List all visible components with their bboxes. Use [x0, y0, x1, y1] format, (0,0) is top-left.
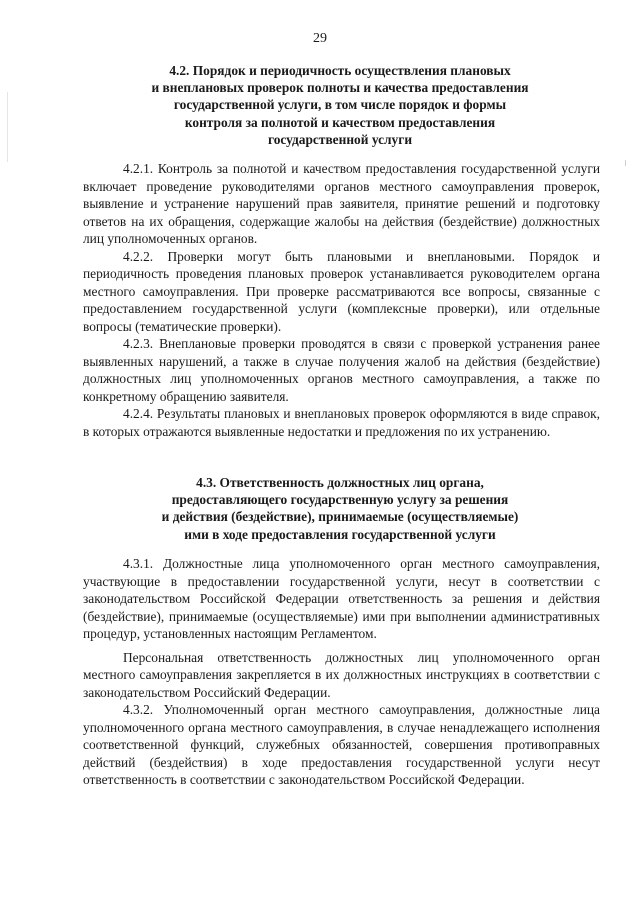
heading-line: ими в ходе предоставления государственной услуги [184, 526, 496, 542]
heading-line: контроля за полнотой и качеством предоставления [184, 114, 496, 130]
paragraph-4-3-2: 4.3.2. Уполномоченный орган местного самоуправления, должностные лица уполномоченного органа местного самоуправления, в случае ненадлежащего исполнения соответственной функций, служебных обязанностей, совершения противоправных действий (бездействия) в ходе предоставления государственной услуги несут ответственность в соответствии с законодательством Российской Федерации. [83, 702, 600, 787]
paragraph-4-2-3: 4.2.3. Внеплановые проверки проводятся в связи с проверкой устранения ранее выявленных нарушений, а также в случае получения жалоб на действия (бездействие) должностных лиц уполномоченных органов местного самоуправления, а также по конкретному обращению заявителя. [83, 336, 600, 404]
scan-edge-mark [625, 160, 626, 166]
heading-line: государственной услуги, в том числе порядок и формы [173, 97, 507, 113]
heading-line: государственной услуги [267, 131, 413, 147]
paragraph-personal-responsibility: Персональная ответственность должностных лиц уполномоченного орган местного самоуправления закрепляется в их должностных инструкциях в соответствии с законодательством Российский Федерации. [83, 649, 600, 700]
section-4-3-body [83, 555, 600, 789]
paragraph-4-2-2: 4.2.2. Проверки могут быть плановыми и внеплановыми. Порядок и периодичность проведения плановых проверок устанавливается руководителем органа местного самоуправления. При проверке рассматриваются все вопросы, связанные с предоставлением государственной услуги (комплексные проверки), или отдельные вопросы (тематические проверки). [83, 248, 600, 334]
section-4-2-body [83, 160, 600, 440]
heading-line: 4.3. Ответственность должностных лиц органа, [196, 475, 484, 490]
heading-line: и действия (бездействие), принимаемые (осуществляемые) [161, 509, 519, 525]
paragraph-4-3-1: 4.3.1. Должностные лица уполномоченного орган местного самоуправления, участвующие в предоставлении государственной услуги, несут в соответствии с законодательством Российской Федерации ответственность за решения и действия (бездействие), принимаемые (осуществляемые) ими при выполнении административных процедур, установленных настоящим Регламентом. [83, 556, 600, 641]
page-number: 29 [313, 31, 327, 46]
scan-edge-mark [7, 92, 8, 162]
section-4-3-heading [90, 474, 590, 543]
paragraph-4-2-1: 4.2.1. Контроль за полнотой и качеством предоставления государственной услуги включает проведение руководителями органов местного самоуправления проверок, выявление и устранение нарушений прав заявителя, принятие решений и подготовку ответов на их обращения, содержащие жалобы на действия (бездействие) должностных лиц уполномоченных органов. [83, 161, 600, 246]
heading-line: предоставляющего государственную услугу за решения [171, 492, 509, 508]
section-4-2-heading [90, 62, 590, 148]
paragraph-4-2-4: 4.2.4. Результаты плановых и внеплановых проверок оформляются в виде справок, в которых отражаются выявленные недостатки и предложения по их устранению. [83, 406, 600, 439]
heading-line: и внеплановых проверок полноты и качества предоставления [151, 80, 529, 96]
heading-line: 4.2. Порядок и периодичность осуществления плановых [169, 63, 511, 78]
